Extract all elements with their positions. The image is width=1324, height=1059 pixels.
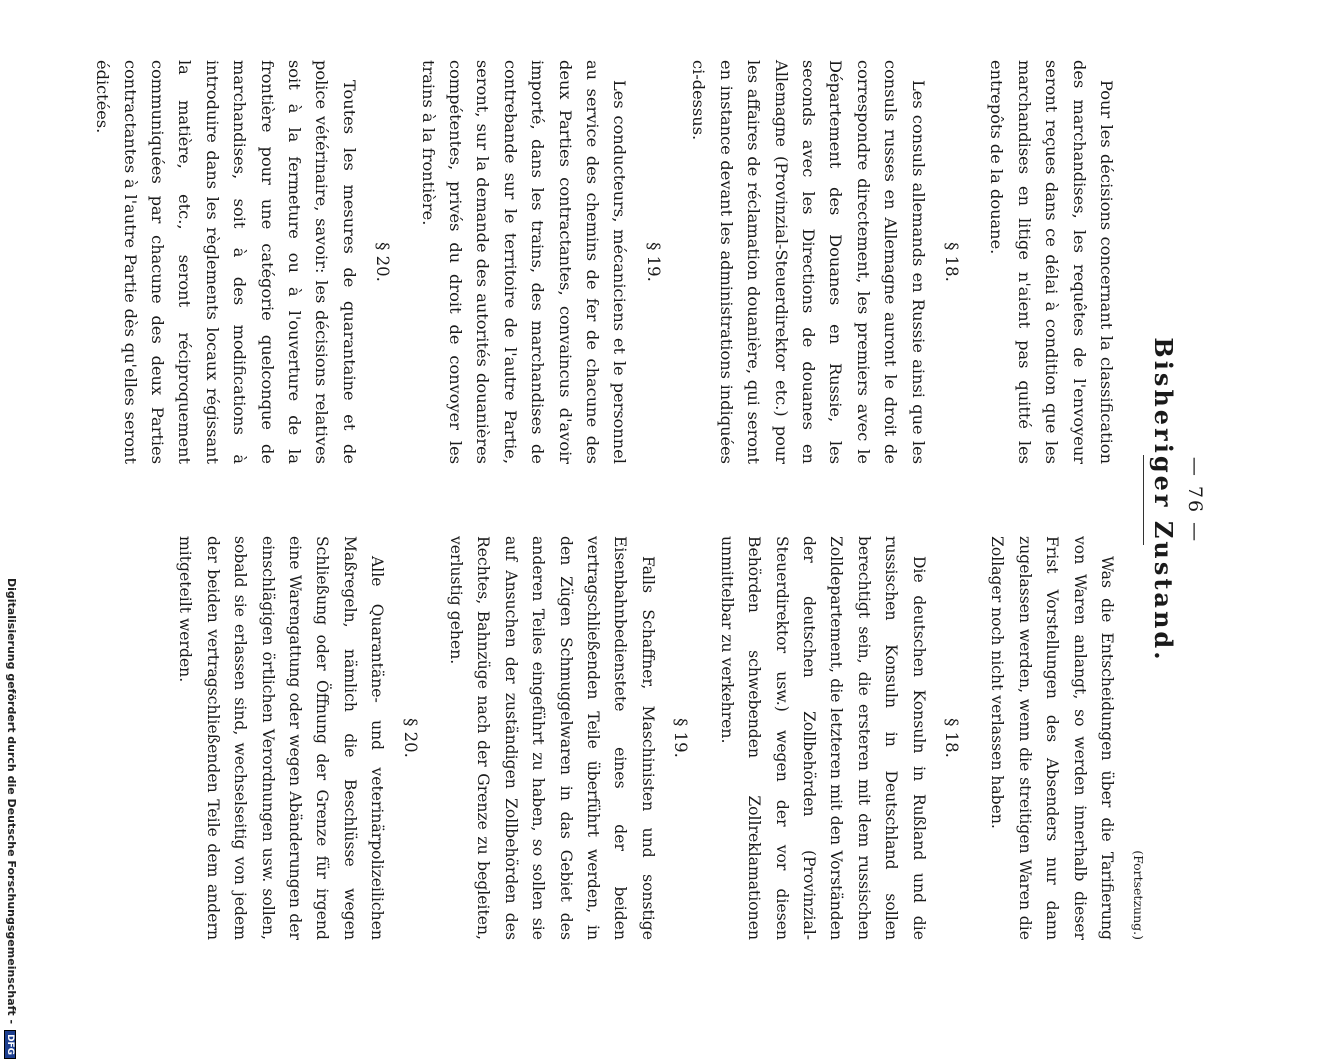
german-section-18-text: Die deutschen Konsuln in Rußland und die russischen Konsuln in Deutschland sollen berechtigt sein, die ersteren mit dem russischen Zolldepartement, die letzteren mit den Vorständen der deutschen Zollbehörden (Provinzial-Steuerdirektor usw.) wegen der vor diesen Behörden schwebenden Zollreklamationen unmittelbar zu verkehren. [717,536,928,940]
digitization-stamp-text: Digitalisierung gefördert durch die Deutsche Forschungsgemeinschaft - [5,578,18,1025]
french-section-19-text: Les conducteurs, mécaniciens et le personnel au service des chemins de fer de chacune des deux Parties contractantes, convaincus d'avoir importé, dans les trains, des marchandises de contrebande sur le territoire de l'autre Partie, seront, sur la demande des autorités douanières compétentes, privés du droit de convoyer les trains à la frontière. [418,60,630,464]
french-intro: Pour les décisions concernant la classification des marchandises, les requêtes de l'envoyeur seront reçues dans ce délai à condition que les marchandises en litige n'aient pas quitté les entrepôts de la douane. [987,60,1116,464]
title-rule [1143,455,1144,545]
french-section-18-heading: § 18. [941,242,961,282]
german-column [171,536,1120,940]
page-title: Bisheriger Zustand. [1149,337,1178,663]
digitization-stamp [2,578,18,1056]
document-page [93,60,1212,940]
french-section-18-text: Les consuls allemands en Russie ainsi que les consuls russes en Allemagne auront le droit de correspondre directement, les premiers avec le Département des Douanes en Russie, les seconds avec les Directions de douanes en Allemagne (Provinzial-Steuerdirektor etc.) pour les affaires de réclamation douanière, qui seront en instance devant les administrations indiquées ci-dessus. [689,60,928,464]
french-section-20-text: Toutes les mesures de quarantaine et de police vétérinaire, savoir: les décisions relatives soit à la fermeture ou à l'ouverture de la frontière pour une catégorie quelconque de marchandises, soit à des modifications à introduire dans les règlements locaux régissant la matière, etc., seront réciproquement communiquées par chacune des deux Parties contractantes à l'autre Partie dès qu'elles seront édictées. [93,60,359,464]
page-number: — 76 — [1184,456,1206,544]
german-intro: Was die Entscheidungen über die Tarifierung von Waren anlangt, so werden innerhalb dieser Frist Vorstellungen des Absenders nur dann zugelassen werden, wenn die streitigen Waren die Zollager noch nicht verlassen haben. [988,536,1116,940]
dfg-logo: DFG [4,1030,16,1059]
german-section-20-text: Alle Quarantäne- und veterinärpolizeilichen Maßregeln, nämlich die Beschlüsse wegen Schließung oder Öffnung der Grenze für irgend eine Warengattung oder wegen Abänderungen der einschlägigen örtlichen Verordnungen usw. sollen, sobald sie erlassen sind, wechselseitig von jedem der beiden vertragschließenden Teile dem andern mitgeteilt werden. [176,536,387,940]
german-section-18-heading: § 18. [941,718,961,758]
german-section-19-heading: § 19. [671,718,691,758]
french-column [89,60,1120,464]
german-section-19-text: Falls Schaffner, Maschinisten und sonstige Eisenbahnbedienstete eines der beiden vertragschließenden Teile überführt werden, in den Zügen Schmuggelwaren in das Gebiet des anderen Teiles eingeführt zu haben, so sollen sie auf Ansuchen der zuständigen Zollbehörden des Rechtes, Bahnzüge nach der Grenze zu begleiten, verlustig gehen. [447,536,657,940]
french-section-19-heading: § 19. [643,242,663,282]
german-section-20-heading: § 20. [400,718,420,758]
continuation-note: (Fortsetzung.) [1131,850,1146,940]
french-section-20-heading: § 20. [373,242,393,282]
